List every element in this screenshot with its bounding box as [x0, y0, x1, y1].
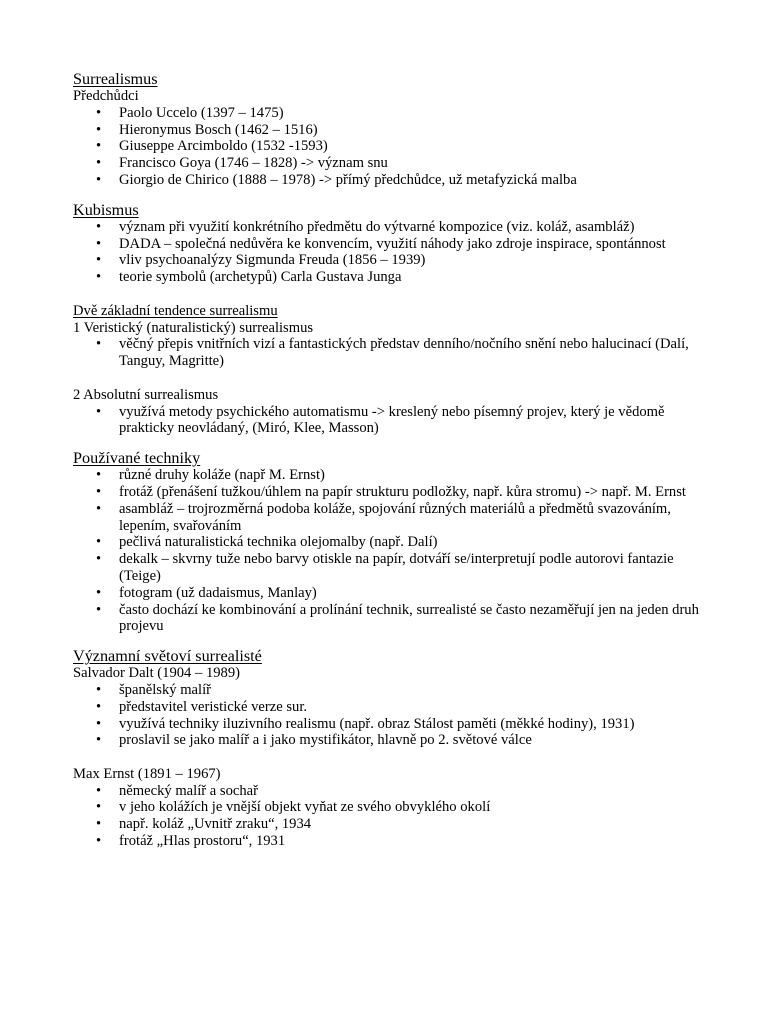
heading-kubismus: Kubismus: [73, 200, 139, 219]
list-item: [73, 336, 713, 370]
bullet-icon: •: [96, 269, 102, 286]
list-item-text: význam při využití konkrétního předmětu do výtvarné kompozice (viz. koláž, asambláž): [119, 218, 635, 235]
list-kubismus: [73, 219, 713, 286]
list-item-text: německý malíř a sochař: [119, 782, 258, 799]
list-item: [73, 122, 713, 139]
bullet-icon: •: [96, 698, 102, 715]
list-item: [73, 799, 713, 816]
list-item-text: různé druhy koláže (např M. Ernst): [119, 467, 325, 484]
bullet-icon: •: [96, 104, 102, 121]
bullet-icon: •: [96, 252, 102, 269]
bullet-icon: •: [96, 601, 102, 618]
list-item-text: španělský malíř: [119, 681, 212, 698]
list-item-text: pečlivá naturalistická technika olejomalby (např. Dalí): [119, 534, 438, 551]
list-item-text: teorie symbolů (archetypů) Carla Gustava Junga: [119, 269, 402, 286]
list-item: [73, 551, 713, 585]
list-item: [73, 833, 713, 850]
bullet-icon: •: [96, 715, 102, 732]
list-item: [73, 501, 713, 535]
bullet-icon: •: [96, 235, 102, 252]
heading-surrealiste: Významní světoví surrealisté: [73, 647, 262, 666]
bullet-icon: •: [96, 732, 102, 749]
subheading-absolutni: 2 Absolutní surrealismus: [73, 386, 219, 403]
list-item-text: Hieronymus Bosch (1462 – 1516): [119, 121, 318, 138]
bullet-icon: •: [96, 500, 102, 517]
bullet-icon: •: [96, 551, 102, 568]
subheading-dali: Salvador Dalt (1904 – 1989): [73, 665, 240, 682]
list-item: [73, 484, 713, 501]
list-item: [73, 585, 713, 602]
list-predchudci: [73, 105, 713, 189]
list-item: [73, 252, 713, 269]
bullet-icon: •: [96, 782, 102, 799]
list-item-text: vliv psychoanalýzy Sigmunda Freuda (1856 – 1939): [119, 252, 426, 269]
list-dali: [73, 682, 713, 749]
bullet-icon: •: [96, 403, 102, 420]
list-item: [73, 534, 713, 551]
list-item-text: fotogram (už dadaismus, Manlay): [119, 584, 317, 601]
list-item-text: asambláž – trojrozměrná podoba koláže, spojování různých materiálů a předmětů svazováním, lepením, svařováním: [119, 500, 671, 534]
list-item: [73, 138, 713, 155]
list-item-text: Giorgio de Chirico (1888 – 1978) -> přímý předchůdce, už metafyzická malba: [119, 171, 577, 188]
bullet-icon: •: [96, 483, 102, 500]
subheading-predchudci: Předchůdci: [73, 88, 139, 104]
list-item-text: v jeho kolážích je vnější objekt vyňat ze svého obvyklého okolí: [119, 799, 491, 816]
list-item-text: často dochází ke kombinování a prolínání technik, surrealisté se často nezaměřují jen na jeden druh projevu: [119, 601, 699, 635]
bullet-icon: •: [96, 155, 102, 172]
list-item: [73, 172, 713, 189]
bullet-icon: •: [96, 833, 102, 850]
heading-surrealismus: Surrealismus: [73, 70, 158, 88]
list-item: [73, 404, 713, 438]
list-item: [73, 716, 713, 733]
list-item: [73, 105, 713, 122]
list-item: [73, 732, 713, 749]
heading-techniky: Používané techniky: [73, 449, 201, 468]
list-item-text: frotáž (přenášení tužkou/úhlem na papír strukturu podložky, např. kůra stromu) -> např. M. Ernst: [119, 483, 686, 500]
bullet-icon: •: [96, 816, 102, 833]
bullet-icon: •: [96, 467, 102, 484]
bullet-icon: •: [96, 218, 102, 235]
list-item-text: věčný přepis vnitřních vizí a fantastických představ denního/nočního snění nebo halucinací (Dalí, Tanguy, Magritte): [119, 336, 689, 370]
bullet-icon: •: [96, 681, 102, 698]
subheading-veristicky: 1 Veristický (naturalistický) surrealismus: [73, 319, 314, 336]
subheading-ernst: Max Ernst (1891 – 1967): [73, 765, 221, 782]
list-item: [73, 219, 713, 236]
bullet-icon: •: [96, 121, 102, 138]
list-item: [73, 467, 713, 484]
list-item-text: DADA – společná nedůvěra ke konvencím, využití náhody jako zdroje inspirace, spontánnost: [119, 235, 666, 252]
list-item-text: Giuseppe Arcimboldo (1532 -1593): [119, 138, 328, 155]
list-item-text: proslavil se jako malíř a i jako mystifikátor, hlavně po 2. světové válce: [119, 732, 532, 749]
bullet-icon: •: [96, 584, 102, 601]
list-item-text: využívá metody psychického automatismu -> kreslený nebo písemný projev, který je vědomě prakticky neovládaný, (Miró, Klee, Masson): [119, 403, 665, 437]
list-ernst: [73, 783, 713, 850]
bullet-icon: •: [96, 171, 102, 188]
list-item-text: představitel veristické verze sur.: [119, 698, 308, 715]
document-page: [73, 70, 713, 850]
list-item-text: dekalk – skvrny tuže nebo barvy otiskle na papír, dotváří se/interpretují podle autorovi fantazie (Teige): [119, 551, 674, 584]
list-item: [73, 699, 713, 716]
list-item: [73, 155, 713, 172]
list-item: [73, 602, 713, 636]
bullet-icon: •: [96, 534, 102, 551]
list-veristicky: [73, 336, 713, 370]
list-item-text: Paolo Uccelo (1397 – 1475): [119, 104, 284, 121]
list-item: [73, 269, 713, 286]
list-absolutni: [73, 404, 713, 438]
list-item: [73, 816, 713, 833]
list-item-text: např. koláž „Uvnitř zraku“, 1934: [119, 816, 312, 833]
list-item: [73, 236, 713, 253]
list-item-text: využívá techniky iluzivního realismu (např. obraz Stálost paměti (měkké hodiny), 1931): [119, 715, 635, 732]
list-item-text: Francisco Goya (1746 – 1828) -> význam snu: [119, 155, 388, 172]
list-item-text: frotáž „Hlas prostoru“, 1931: [119, 833, 286, 850]
bullet-icon: •: [96, 138, 102, 155]
list-item: [73, 783, 713, 800]
list-item: [73, 682, 713, 699]
heading-tendence: Dvě základní tendence surrealismu: [73, 302, 278, 319]
bullet-icon: •: [96, 799, 102, 816]
list-techniky: [73, 467, 713, 635]
bullet-icon: •: [96, 336, 102, 353]
